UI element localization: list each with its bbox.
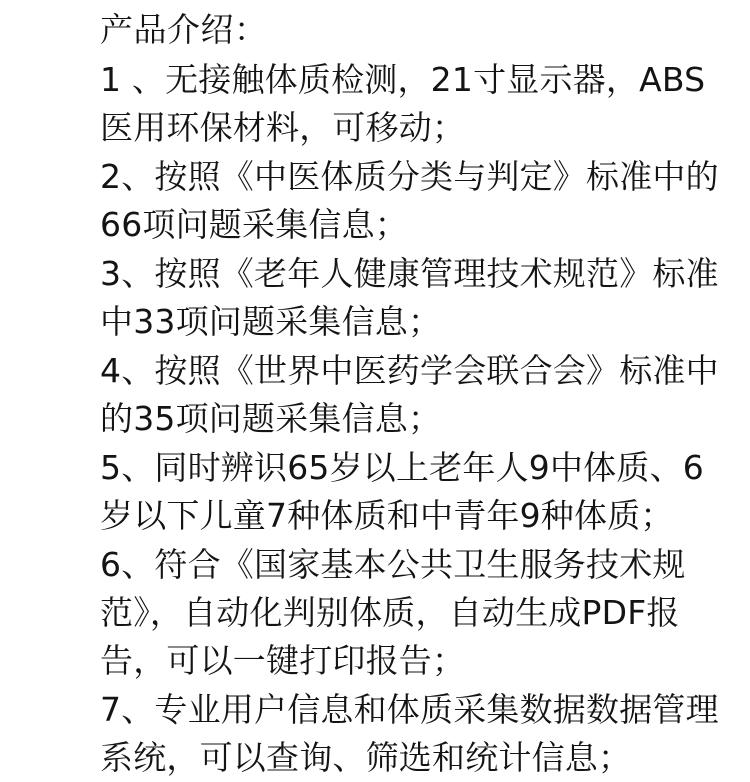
feature-list: [100, 56, 732, 782]
list-item: 6、符合《国家基本公共卫生服务技术规范》，自动化判别体质，自动生成PDF报告，可以一键打印报告；: [100, 545, 686, 680]
list-item: 2、按照《中医体质分类与判定》标准中的66项问题采集信息；: [100, 157, 719, 244]
list-item: 7、专业用户信息和体质采集数据数据管理系统，可以查询、筛选和统计信息；: [100, 690, 719, 777]
list-item: 5、同时辨识65岁以上老年人9中体质、6岁以下儿童7种体质和中青年9种体质；: [100, 448, 704, 535]
list-item: 4、按照《世界中医药学会联合会》标准中的35项问题采集信息；: [100, 351, 719, 438]
page-title: 产品介绍：: [100, 10, 268, 49]
list-item: 3、按照《老年人健康管理技术规范》标准中33项问题采集信息；: [100, 254, 719, 341]
list-item: 1 、无接触体质检测，21寸显示器，ABS医用环保材料，可移动；: [100, 60, 706, 147]
